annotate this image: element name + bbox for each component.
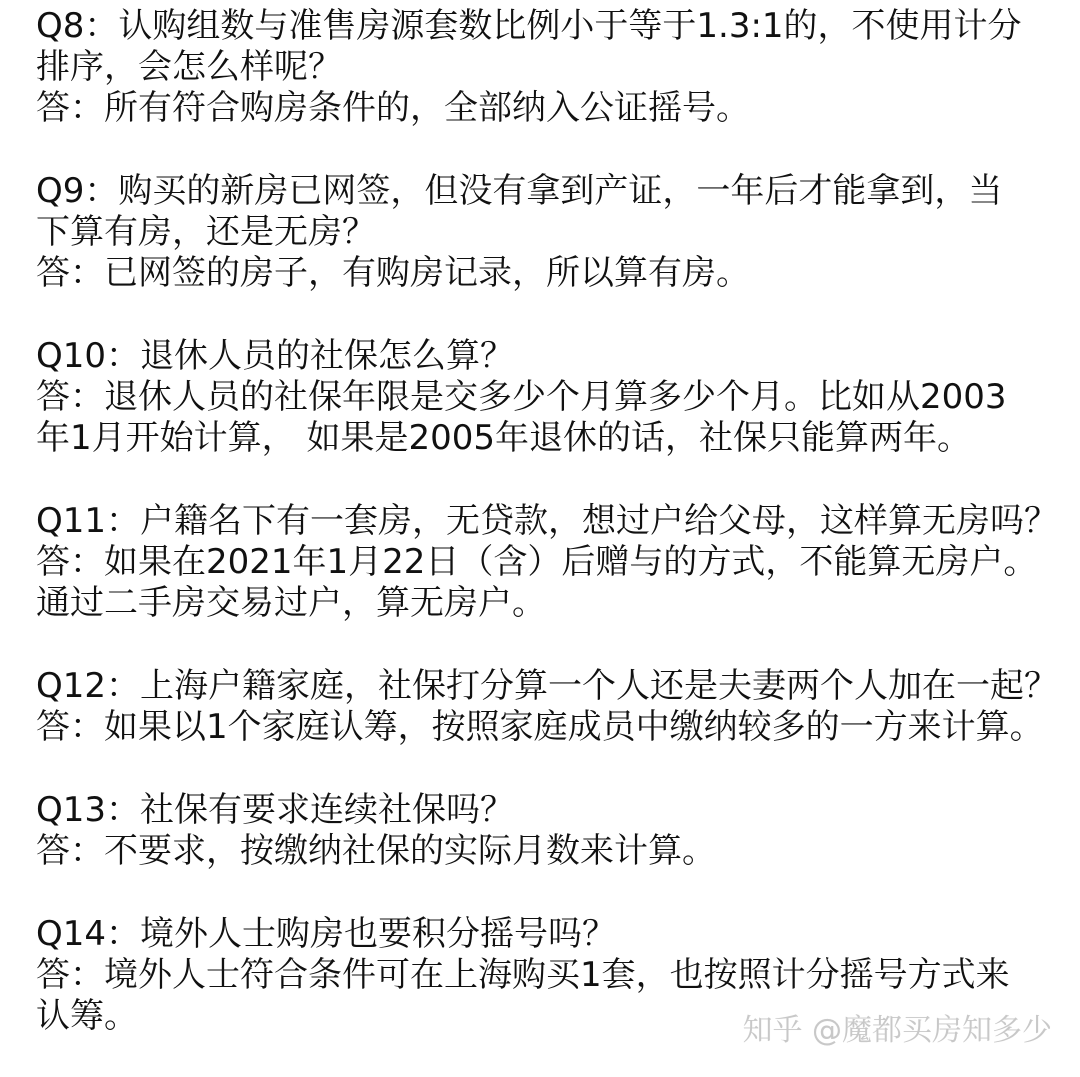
- qa-q13: [36, 790, 1076, 872]
- spacer: [36, 872, 1076, 914]
- qa-q10: [36, 336, 1076, 459]
- qa-q12: [36, 666, 1076, 748]
- qa-document: [36, 6, 1076, 1037]
- question-text: Q13：社保有要求连续社保吗？: [36, 790, 515, 830]
- question-text: Q14：境外人士购房也要积分摇号吗？: [36, 914, 617, 954]
- spacer: [36, 459, 1076, 501]
- question-text: 下算有房，还是无房？: [36, 212, 376, 252]
- spacer: [36, 624, 1076, 666]
- qa-q11: [36, 501, 1076, 624]
- question-text: Q8：认购组数与准售房源套数比例小于等于1.3:1的，不使用计分: [36, 6, 1022, 46]
- answer-text: 答：如果在2021年1月22日（含）后赠与的方式，不能算无房户。: [36, 542, 1038, 582]
- answer-text: 答：不要求，按缴纳社保的实际月数来计算。: [36, 831, 716, 871]
- answer-text: 答：退休人员的社保年限是交多少个月算多少个月。比如从2003: [36, 377, 1007, 417]
- spacer: [36, 129, 1076, 171]
- spacer: [36, 748, 1076, 790]
- answer-text: 认筹。: [36, 996, 138, 1036]
- answer-text: 年1月开始计算， 如果是2005年退休的话，社保只能算两年。: [36, 418, 971, 458]
- answer-text: 答：所有符合购房条件的，全部纳入公证摇号。: [36, 88, 750, 128]
- answer-text: 答：境外人士符合条件可在上海购买1套，也按照计分摇号方式来: [36, 955, 1010, 995]
- answer-text: 通过二手房交易过户，算无房户。: [36, 583, 546, 623]
- answer-text: 答：已网签的房子，有购房记录，所以算有房。: [36, 253, 750, 293]
- spacer: [36, 294, 1076, 336]
- question-text: Q12：上海户籍家庭，社保打分算一个人还是夫妻两个人加在一起？: [36, 666, 1059, 706]
- qa-q9: [36, 171, 1076, 294]
- question-text: 排序，会怎么样呢？: [36, 47, 342, 87]
- zhihu-watermark: 知乎 @魔都买房知多少: [742, 1013, 1052, 1048]
- question-text: Q10：退休人员的社保怎么算？: [36, 336, 515, 376]
- question-text: Q11：户籍名下有一套房，无贷款，想过户给父母，这样算无房吗？: [36, 501, 1059, 541]
- answer-text: 答：如果以1个家庭认筹，按照家庭成员中缴纳较多的一方来计算。: [36, 707, 1044, 747]
- qa-q8: [36, 6, 1076, 129]
- question-text: Q9：购买的新房已网签，但没有拿到产证，一年后才能拿到，当: [36, 171, 1003, 211]
